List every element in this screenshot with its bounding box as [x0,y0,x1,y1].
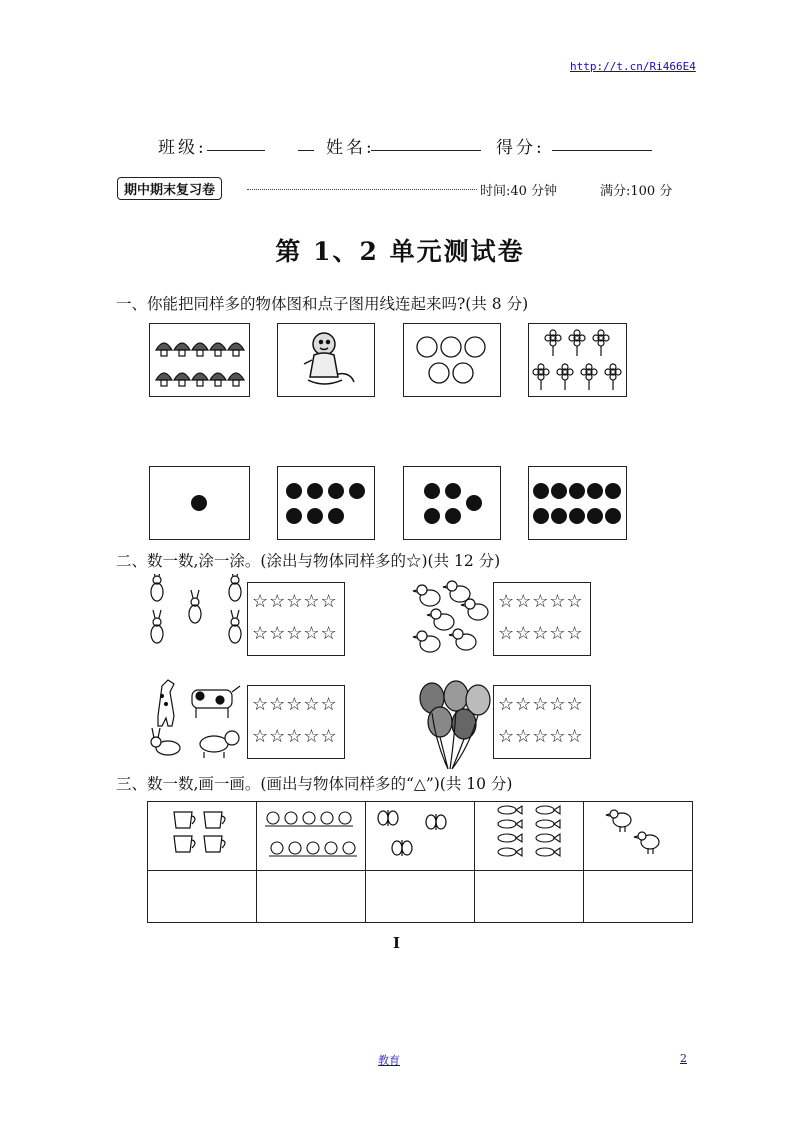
dot [445,508,461,524]
dot [328,508,344,524]
star-row[interactable]: ☆☆☆☆☆ [252,623,338,644]
dot [424,508,440,524]
dot [191,495,207,511]
name-label: 姓名: [326,138,375,158]
cups-answer-cell[interactable] [148,871,257,923]
dot [605,508,621,524]
balloon-icon [410,680,494,772]
dot [533,508,549,524]
star-row[interactable]: ☆☆☆☆☆ [498,623,584,644]
exam-tag: 期中期末复习卷 [117,177,222,200]
dot [466,495,482,511]
dotted-rule [247,188,477,190]
rabbit-icon [143,574,247,660]
snails-answer-cell[interactable] [257,871,366,923]
dot-card-7[interactable] [277,466,375,540]
mushroom-icon [150,324,249,396]
class-label: 班级: [158,138,207,158]
mushrooms-picture[interactable] [149,323,250,397]
name-blank[interactable] [371,150,481,151]
balloon-star-box[interactable] [493,685,591,759]
full-score-text: 满分:100 分 [600,184,673,199]
dot [286,483,302,499]
class-blank[interactable] [207,150,265,151]
snails-cell [257,802,366,871]
birds-answer-cell[interactable] [584,871,693,923]
monkey-icon [278,324,374,396]
fish-cell [475,802,584,871]
dot [605,483,621,499]
draw-table [147,801,693,923]
score-blank[interactable] [552,150,652,151]
question-3-text: 三、数一数,画一画。(画出与物体同样多的“△”)(共 10 分) [116,775,513,793]
footer-link[interactable]: 教育 [378,1054,400,1067]
birds-cell [584,802,693,871]
star-row[interactable]: ☆☆☆☆☆ [498,694,584,715]
dot [349,483,365,499]
dot [551,508,567,524]
chick-icon [410,580,494,660]
circles-icon [404,324,500,396]
star-row[interactable]: ☆☆☆☆☆ [498,726,584,747]
fish-icon [475,802,583,866]
page-title: 第 1、2 单元测试卷 [275,237,525,266]
star-row[interactable]: ☆☆☆☆☆ [252,694,338,715]
butterflies-cell [366,802,475,871]
dot [328,483,344,499]
top-link[interactable]: http://t.cn/Ri466E4 [570,60,696,73]
dot [569,508,585,524]
butterflies-answer-cell[interactable] [366,871,475,923]
star-row[interactable]: ☆☆☆☆☆ [498,591,584,612]
rabbit-star-box[interactable] [247,582,345,656]
cups-cell [148,802,257,871]
fish-answer-cell[interactable] [475,871,584,923]
flowers-picture[interactable] [528,323,627,397]
dot-card-1[interactable] [149,466,250,540]
animals-icon [148,672,248,760]
time-text: 时间:40 分钟 [480,184,558,199]
star-row[interactable]: ☆☆☆☆☆ [252,591,338,612]
dot [587,508,603,524]
dot [551,483,567,499]
circles-picture[interactable] [403,323,501,397]
dot [587,483,603,499]
cup-icon [148,802,256,866]
animals-star-box[interactable] [247,685,345,759]
dot [286,508,302,524]
dot [307,508,323,524]
dot [569,483,585,499]
dot [307,483,323,499]
question-2-text: 二、数一数,涂一涂。(涂出与物体同样多的☆)(共 12 分) [116,552,501,570]
flower-icon [529,324,626,396]
bird-icon [584,802,692,866]
butterfly-icon [366,802,474,866]
score-label: 得分: [496,138,545,158]
dot [445,483,461,499]
class-blank-tail [298,150,314,151]
question-1-text: 一、你能把同样多的物体图和点子图用线连起来吗?(共 8 分) [116,295,529,313]
snail-icon [257,802,365,866]
dot [533,483,549,499]
dot-card-10[interactable] [528,466,627,540]
star-row[interactable]: ☆☆☆☆☆ [252,726,338,747]
chick-star-box[interactable] [493,582,591,656]
monkey-picture[interactable] [277,323,375,397]
page-roman-numeral: I [393,934,401,952]
dot [424,483,440,499]
footer-page-number[interactable]: 2 [680,1052,687,1065]
dot-card-5[interactable] [403,466,501,540]
